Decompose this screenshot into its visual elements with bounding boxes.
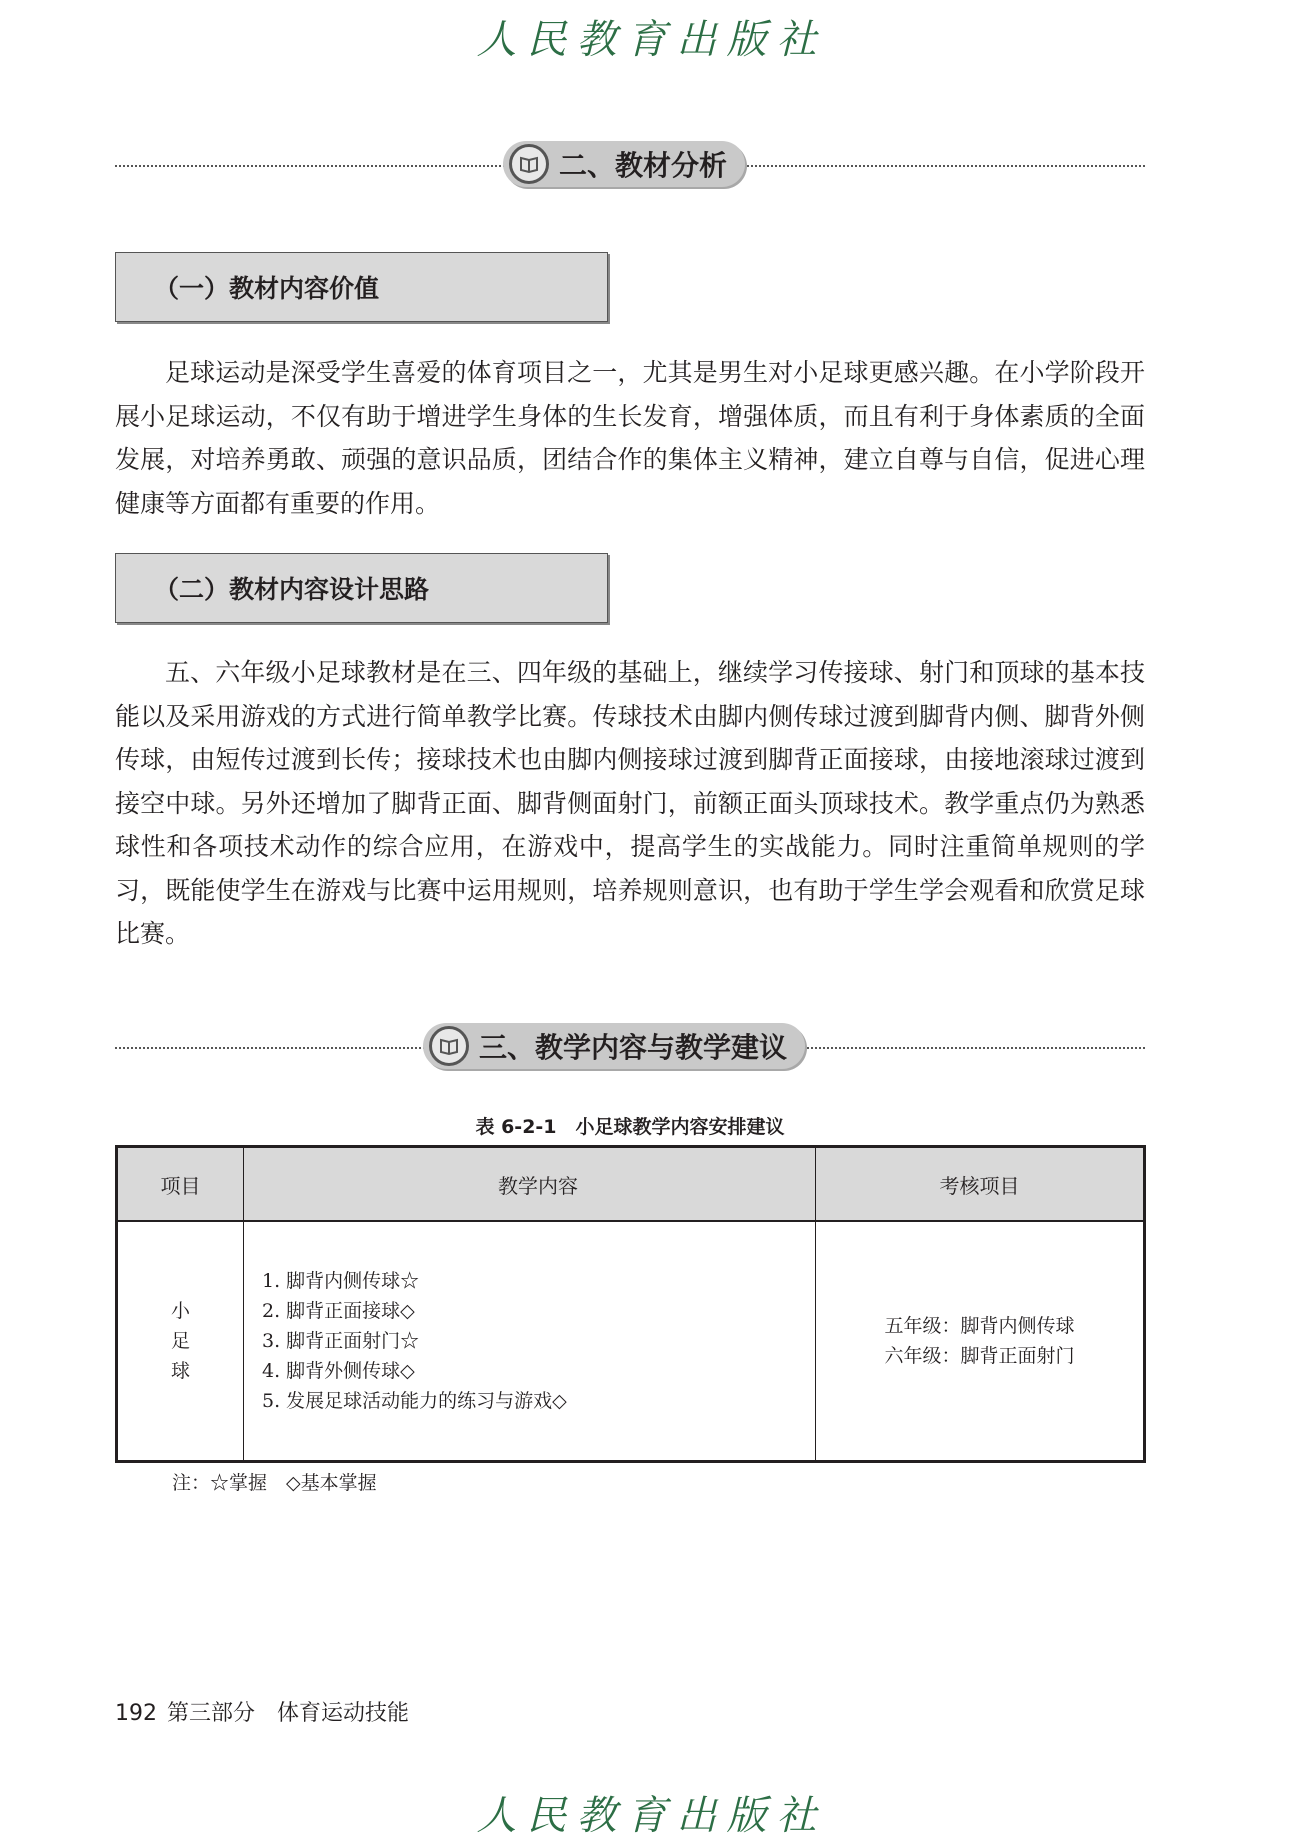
list-item: 4. 脚背外侧传球◇ [262,1360,415,1382]
section-heading-teaching [115,1023,1145,1073]
teaching-content-table [115,1145,1146,1463]
header-assessment: 考核项目 [816,1147,1145,1222]
publisher-logo-bottom: 人民教育出版社 [476,1793,827,1839]
section-heading-analysis [115,141,1145,191]
list-item: 六年级：脚背正面射门 [884,1345,1075,1367]
book-icon [429,1026,469,1066]
header-content: 教学内容 [244,1147,816,1222]
subheading-title: （二）教材内容设计思路 [154,575,430,604]
item-text [171,1296,190,1386]
item-char: 足 [171,1330,191,1352]
publisher-logo-top: 人民教育出版社 [476,17,827,63]
item-char: 球 [171,1360,191,1382]
subheading-content-value [115,252,608,322]
footer-chapter: 体育运动技能 [277,1701,410,1726]
list-item: 1. 脚背内侧传球☆ [262,1270,420,1292]
paragraph-content-value: 足球运动是深受学生喜爱的体育项目之一，尤其是男生对小足球更感兴趣。在小学阶段开展小足球运动，不仅有助于增进学生身体的生长发育，增强体质，而且有利于身体素质的全面发展，对培养勇敢、顽强的意识品质，团结合作的集体主义精神，建立自尊与自信，促进心理健康等方面都有重要的作用。 [115,358,1145,518]
section-title: 二、教材分析 [559,149,728,182]
list-item: 5. 发展足球活动能力的练习与游戏◇ [262,1390,567,1412]
list-item: 2. 脚背正面接球◇ [262,1300,415,1322]
subheading-title: （一）教材内容价值 [154,274,380,303]
item-char: 小 [171,1300,191,1322]
assessment-cell [816,1221,1145,1462]
footer-part: 第三部分 [167,1701,256,1726]
subheading-design-idea [115,553,608,623]
content-list [262,1266,814,1416]
table-row [117,1221,1145,1462]
header-item: 项目 [117,1147,244,1222]
paragraph-design-idea: 五、六年级小足球教材是在三、四年级的基础上，继续学习传接球、射门和顶球的基本技能以及采用游戏的方式进行简单教学比赛。传球技术由脚内侧传球过渡到脚背内侧、脚背外侧传球，由短传过渡到长传；接球技术也由脚内侧接球过渡到脚背正面接球，由接地滚球过渡到接空中球。另外还增加了脚背正面、脚背侧面射门，前额正面头顶球技术。教学重点仍为熟悉球性和各项技术动作的综合应用，在游戏中，提高学生的实战能力。同时注重简单规则的学习，既能使学生在游戏与比赛中运用规则，培养规则意识，也有助于学生学会观看和欣赏足球比赛。 [115,658,1145,948]
item-cell [117,1221,244,1462]
table-note: 注：☆掌握 ◇基本掌握 [172,1472,377,1494]
table-caption: 表 6-2-1 小足球教学内容安排建议 [475,1116,785,1138]
content-cell [244,1221,816,1462]
section-heading-pill [503,141,745,187]
section-heading-pill [423,1023,805,1069]
list-item: 五年级：脚背内侧传球 [884,1315,1075,1337]
assessment-list [817,1311,1142,1371]
book-icon [509,144,549,184]
page-number: 192 [115,1701,157,1726]
list-item: 3. 脚背正面射门☆ [262,1330,420,1352]
page-footer [115,1696,409,1727]
section-title: 三、教学内容与教学建议 [479,1031,788,1064]
table-header-row [117,1147,1145,1222]
